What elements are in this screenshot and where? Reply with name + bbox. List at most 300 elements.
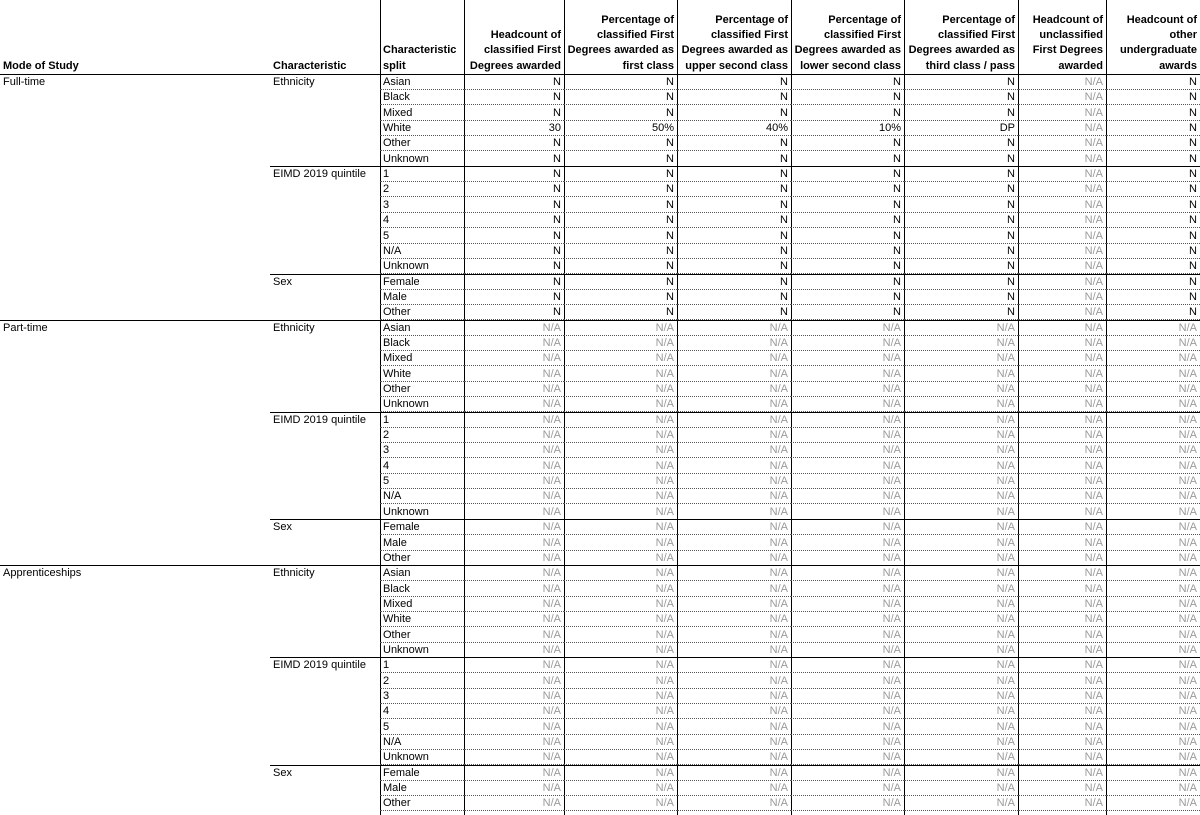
value-cell: N/A [1106, 597, 1200, 612]
value-cell: N/A [904, 658, 1018, 673]
value-cell: N/A [464, 612, 564, 627]
value-cell: N [564, 106, 677, 121]
value-cell: N [904, 90, 1018, 105]
value-cell: N/A [791, 643, 904, 658]
value-cell: N/A [677, 796, 791, 811]
value-cell: N [904, 75, 1018, 90]
value-cell: N/A [564, 336, 677, 351]
value-cell: N/A [564, 367, 677, 382]
value-cell: N/A [677, 750, 791, 765]
value-cell: N/A [1018, 551, 1106, 566]
characteristic-split-cell: Other [380, 628, 464, 643]
value-cell: N [791, 259, 904, 274]
value-cell: N [791, 229, 904, 244]
value-cell: N/A [464, 566, 564, 581]
table-row [0, 275, 1200, 290]
value-cell: 30 [464, 121, 564, 136]
value-cell: N/A [904, 489, 1018, 504]
value-cell: N [904, 198, 1018, 213]
characteristic-split-cell: 2 [380, 182, 464, 197]
characteristic-split-cell: 4 [380, 704, 464, 719]
value-cell: N/A [1106, 336, 1200, 351]
value-cell: N/A [1106, 428, 1200, 443]
table-row [0, 520, 1200, 535]
value-cell: N [1106, 275, 1200, 290]
value-cell: N/A [1106, 612, 1200, 627]
value-cell: N/A [464, 474, 564, 489]
value-cell: N/A [904, 382, 1018, 397]
value-cell: N [564, 290, 677, 305]
value-cell: N/A [464, 505, 564, 520]
value-cell: N/A [1018, 275, 1106, 290]
table-row [0, 735, 1200, 750]
value-cell: N/A [1018, 750, 1106, 765]
value-cell: N/A [1018, 397, 1106, 412]
value-cell: N [1106, 167, 1200, 182]
value-cell: N/A [904, 735, 1018, 750]
value-cell: N [904, 275, 1018, 290]
table-row [0, 443, 1200, 458]
value-cell: N [564, 229, 677, 244]
value-cell: N/A [464, 382, 564, 397]
header-col-5: Percentage of classified First Degrees awarded as third class / pass [908, 13, 1015, 72]
value-cell: N/A [1106, 367, 1200, 382]
table-row [0, 505, 1200, 520]
characteristic-split-cell: Other [380, 382, 464, 397]
value-cell: N/A [464, 520, 564, 535]
value-cell: N/A [791, 628, 904, 643]
value-cell: N/A [904, 351, 1018, 366]
value-cell: N/A [1106, 520, 1200, 535]
value-cell: N/A [791, 582, 904, 597]
table-row [0, 766, 1200, 781]
value-cell: N [904, 136, 1018, 151]
value-cell: N [464, 167, 564, 182]
value-cell: N/A [1018, 290, 1106, 305]
characteristic-split-cell: Mixed [380, 597, 464, 612]
value-cell: N [904, 213, 1018, 228]
value-cell: N [464, 198, 564, 213]
table-row [0, 305, 1200, 320]
value-cell: N/A [564, 536, 677, 551]
value-cell: N [564, 198, 677, 213]
value-cell: N [464, 259, 564, 274]
characteristic-split-cell: Female [380, 766, 464, 781]
table-row [0, 382, 1200, 397]
table-row [0, 536, 1200, 551]
characteristic-label: EIMD 2019 quintile [273, 168, 366, 181]
value-cell: N/A [1018, 474, 1106, 489]
value-cell: N/A [1018, 413, 1106, 428]
value-cell: N/A [564, 351, 677, 366]
value-cell: N/A [464, 750, 564, 765]
value-cell: N/A [1106, 628, 1200, 643]
value-cell: N/A [791, 674, 904, 689]
value-cell: N/A [791, 351, 904, 366]
value-cell: N/A [1018, 167, 1106, 182]
table-row [0, 321, 1200, 336]
value-cell: N/A [564, 750, 677, 765]
value-cell: N/A [564, 428, 677, 443]
value-cell: N/A [564, 720, 677, 735]
value-cell: N [677, 106, 791, 121]
table-row [0, 474, 1200, 489]
value-cell: N/A [564, 413, 677, 428]
value-cell: N [464, 244, 564, 259]
header-mode-of-study: Mode of Study [3, 59, 79, 72]
characteristic-split-cell: Unknown [380, 397, 464, 412]
value-cell: N [904, 229, 1018, 244]
value-cell: N/A [904, 582, 1018, 597]
value-cell: N/A [564, 489, 677, 504]
value-cell: N/A [464, 674, 564, 689]
value-cell: N/A [564, 658, 677, 673]
value-cell: N/A [1106, 474, 1200, 489]
value-cell: N/A [1106, 689, 1200, 704]
value-cell: N/A [904, 397, 1018, 412]
table-row [0, 597, 1200, 612]
value-cell: N/A [904, 674, 1018, 689]
value-cell: N [791, 290, 904, 305]
value-cell: N/A [904, 781, 1018, 796]
value-cell: N [677, 305, 791, 320]
table-row [0, 106, 1200, 121]
value-cell: N/A [1018, 229, 1106, 244]
value-cell: N [677, 198, 791, 213]
value-cell: N/A [564, 505, 677, 520]
table-row [0, 290, 1200, 305]
value-cell: N/A [791, 658, 904, 673]
characteristic-label: Sex [273, 275, 292, 288]
value-cell: N/A [1018, 689, 1106, 704]
header-col-6: Headcount of unclassified First Degrees awarded [1032, 13, 1103, 72]
value-cell: N [1106, 106, 1200, 121]
characteristic-split-cell: Asian [380, 566, 464, 581]
value-cell: N/A [791, 750, 904, 765]
value-cell: N [791, 275, 904, 290]
value-cell: N/A [1106, 658, 1200, 673]
value-cell: N/A [677, 443, 791, 458]
value-cell: N/A [1106, 796, 1200, 811]
value-cell: N/A [677, 520, 791, 535]
value-cell: N/A [677, 397, 791, 412]
characteristic-split-cell: Black [380, 582, 464, 597]
mode-of-study-label: Part-time [3, 321, 48, 334]
table-row [0, 229, 1200, 244]
mode-of-study-label: Full-time [3, 76, 46, 88]
value-cell: N/A [1018, 489, 1106, 504]
value-cell: N/A [464, 689, 564, 704]
value-cell: N/A [564, 551, 677, 566]
value-cell: N/A [1018, 735, 1106, 750]
value-cell: N/A [904, 428, 1018, 443]
value-cell: N/A [677, 735, 791, 750]
value-cell: N/A [564, 766, 677, 781]
table-row [0, 90, 1200, 105]
value-cell: N/A [791, 443, 904, 458]
characteristic-split-cell: N/A [380, 489, 464, 504]
value-cell: N/A [904, 367, 1018, 382]
value-cell: N/A [1018, 198, 1106, 213]
value-cell: N/A [791, 321, 904, 336]
value-cell: N/A [904, 474, 1018, 489]
value-cell: N/A [1018, 213, 1106, 228]
header-characteristic: Characteristic [273, 59, 347, 72]
header-col-4: Percentage of classified First Degrees awarded as lower second class [794, 13, 901, 72]
table-row [0, 674, 1200, 689]
value-cell: N/A [677, 704, 791, 719]
value-cell: N [464, 305, 564, 320]
value-cell: N/A [904, 459, 1018, 474]
value-cell: N/A [564, 443, 677, 458]
value-cell: N [791, 90, 904, 105]
header-col-2: Percentage of classified First Degrees awarded as first class [567, 13, 674, 72]
table-row [0, 612, 1200, 627]
value-cell: N/A [1106, 735, 1200, 750]
table-row [0, 198, 1200, 213]
value-cell: N [791, 244, 904, 259]
value-cell: N/A [904, 643, 1018, 658]
value-cell: N/A [677, 351, 791, 366]
value-cell: N/A [1106, 351, 1200, 366]
value-cell: N [464, 182, 564, 197]
value-cell: N/A [791, 704, 904, 719]
value-cell: N/A [677, 474, 791, 489]
value-cell: N/A [791, 720, 904, 735]
value-cell: N [1106, 244, 1200, 259]
header-col-1: Headcount of classified First Degrees awarded [469, 29, 561, 72]
value-cell: N/A [904, 336, 1018, 351]
value-cell: N [1106, 213, 1200, 228]
value-cell: N/A [1018, 106, 1106, 121]
value-cell: N [677, 290, 791, 305]
characteristic-label: EIMD 2019 quintile [273, 413, 366, 426]
value-cell: N/A [677, 781, 791, 796]
characteristic-split-cell: Asian [380, 75, 464, 90]
value-cell: N/A [904, 628, 1018, 643]
value-cell: N [464, 75, 564, 90]
value-cell: N/A [564, 582, 677, 597]
value-cell: N/A [1018, 674, 1106, 689]
header-characteristic-split: Characteristic split [383, 44, 457, 72]
value-cell: N/A [791, 796, 904, 811]
value-cell: N/A [1106, 566, 1200, 581]
value-cell: N/A [464, 443, 564, 458]
value-cell: N/A [564, 612, 677, 627]
value-cell: N [791, 106, 904, 121]
characteristic-split-cell: Mixed [380, 106, 464, 121]
table-row [0, 75, 1200, 90]
table-row [0, 459, 1200, 474]
value-cell: N/A [791, 413, 904, 428]
value-cell: N/A [791, 781, 904, 796]
characteristic-split-cell: White [380, 612, 464, 627]
value-cell: N/A [791, 336, 904, 351]
value-cell: N/A [904, 597, 1018, 612]
value-cell: N [677, 182, 791, 197]
value-cell: N/A [791, 766, 904, 781]
characteristic-label: Sex [273, 766, 292, 779]
table-row [0, 351, 1200, 366]
value-cell: N [464, 152, 564, 167]
value-cell: N/A [1018, 505, 1106, 520]
characteristic-split-cell: 4 [380, 213, 464, 228]
value-cell: N [677, 244, 791, 259]
value-cell: N/A [1018, 459, 1106, 474]
value-cell: N [904, 106, 1018, 121]
value-cell: N [677, 75, 791, 90]
characteristic-split-cell: Unknown [380, 505, 464, 520]
value-cell: N/A [1018, 536, 1106, 551]
value-cell: N/A [1018, 336, 1106, 351]
value-cell: N/A [904, 443, 1018, 458]
value-cell: N/A [904, 750, 1018, 765]
value-cell: N/A [464, 351, 564, 366]
characteristic-split-cell: 1 [380, 167, 464, 182]
value-cell: N [464, 90, 564, 105]
value-cell: N/A [791, 367, 904, 382]
value-cell: N/A [677, 720, 791, 735]
value-cell: N/A [677, 459, 791, 474]
value-cell: N/A [1106, 443, 1200, 458]
value-cell: N/A [677, 505, 791, 520]
value-cell: N [791, 182, 904, 197]
characteristic-split-cell: N/A [380, 244, 464, 259]
value-cell: DP [904, 121, 1018, 136]
header-col-3: Percentage of classified First Degrees awarded as upper second class [681, 13, 788, 72]
value-cell: N/A [677, 428, 791, 443]
value-cell: N/A [1018, 367, 1106, 382]
value-cell: N [791, 75, 904, 90]
value-cell: N/A [1018, 152, 1106, 167]
value-cell: 50% [564, 121, 677, 136]
table-row [0, 152, 1200, 167]
table-row [0, 244, 1200, 259]
value-cell: N/A [791, 428, 904, 443]
value-cell: N [464, 275, 564, 290]
characteristic-split-cell: Black [380, 90, 464, 105]
characteristic-split-cell: 4 [380, 459, 464, 474]
characteristic-split-cell: Unknown [380, 259, 464, 274]
value-cell: N/A [791, 459, 904, 474]
value-cell: N [1106, 198, 1200, 213]
table-row [0, 658, 1200, 673]
value-cell: N/A [904, 796, 1018, 811]
value-cell: N/A [1106, 766, 1200, 781]
table-row [0, 413, 1200, 428]
characteristic-split-cell: 5 [380, 474, 464, 489]
value-cell: N/A [677, 582, 791, 597]
value-cell: N/A [677, 766, 791, 781]
value-cell: N/A [564, 474, 677, 489]
value-cell: N/A [1018, 182, 1106, 197]
value-cell: N/A [564, 459, 677, 474]
value-cell: N/A [1018, 766, 1106, 781]
value-cell: N/A [564, 781, 677, 796]
value-cell: N [904, 305, 1018, 320]
value-cell: N/A [564, 520, 677, 535]
value-cell: N [1106, 136, 1200, 151]
value-cell: N [564, 182, 677, 197]
table-row [0, 428, 1200, 443]
value-cell: N/A [677, 413, 791, 428]
value-cell: N/A [677, 658, 791, 673]
value-cell: N [464, 290, 564, 305]
value-cell: N/A [464, 536, 564, 551]
value-cell: N/A [1018, 704, 1106, 719]
value-cell: N/A [677, 536, 791, 551]
value-cell: N/A [791, 505, 904, 520]
value-cell: N [564, 213, 677, 228]
characteristic-split-cell: White [380, 121, 464, 136]
table-row [0, 643, 1200, 658]
value-cell: N/A [791, 551, 904, 566]
value-cell: N [677, 259, 791, 274]
value-cell: N/A [564, 735, 677, 750]
value-cell: N/A [677, 489, 791, 504]
value-cell: N [904, 152, 1018, 167]
value-cell: N/A [1018, 628, 1106, 643]
value-cell: N/A [1018, 566, 1106, 581]
value-cell: N/A [1106, 397, 1200, 412]
characteristic-split-cell: 3 [380, 443, 464, 458]
value-cell: N [1106, 152, 1200, 167]
value-cell: N [1106, 290, 1200, 305]
mode-of-study-label: Apprenticeships [3, 567, 82, 580]
table-row [0, 628, 1200, 643]
value-cell: N [564, 90, 677, 105]
characteristic-label: Ethnicity [273, 321, 315, 334]
value-cell: 40% [677, 121, 791, 136]
value-cell: N/A [791, 566, 904, 581]
value-cell: N/A [464, 628, 564, 643]
value-cell: N/A [464, 459, 564, 474]
value-cell: N [1106, 75, 1200, 90]
value-cell: N/A [791, 612, 904, 627]
characteristic-split-cell: Male [380, 290, 464, 305]
characteristic-label: Ethnicity [273, 76, 315, 88]
value-cell: N/A [1106, 321, 1200, 336]
value-cell: N/A [464, 428, 564, 443]
value-cell: N/A [677, 689, 791, 704]
value-cell: N/A [1018, 796, 1106, 811]
table-row [0, 781, 1200, 796]
value-cell: N/A [564, 566, 677, 581]
characteristic-split-cell: 2 [380, 674, 464, 689]
value-cell: N/A [1018, 582, 1106, 597]
value-cell: N/A [677, 551, 791, 566]
value-cell: N/A [464, 413, 564, 428]
value-cell: N/A [904, 413, 1018, 428]
value-cell: N/A [904, 720, 1018, 735]
value-cell: N/A [677, 643, 791, 658]
value-cell: N/A [1106, 505, 1200, 520]
value-cell: N [464, 213, 564, 228]
table-row [0, 336, 1200, 351]
characteristic-split-cell: 5 [380, 229, 464, 244]
value-cell: N/A [1018, 259, 1106, 274]
characteristic-label: Sex [273, 521, 292, 534]
value-cell: N/A [791, 536, 904, 551]
value-cell: N/A [1018, 597, 1106, 612]
value-cell: N/A [464, 781, 564, 796]
value-cell: N/A [904, 612, 1018, 627]
value-cell: N/A [904, 505, 1018, 520]
table-row [0, 689, 1200, 704]
characteristic-split-cell: N/A [380, 735, 464, 750]
value-cell: N/A [1106, 720, 1200, 735]
value-cell: N/A [1106, 536, 1200, 551]
